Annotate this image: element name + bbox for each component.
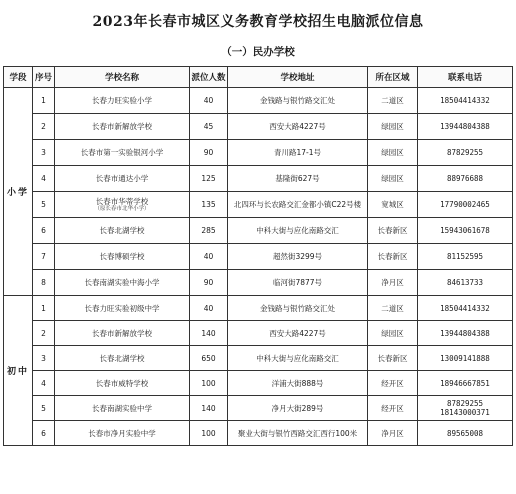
- school-name-note: （原长春市北华小学）: [94, 205, 150, 212]
- district-cell: 净月区: [368, 270, 418, 296]
- table-body: [4, 88, 513, 446]
- phone-number: 87829255: [446, 399, 484, 408]
- school-name-cell: 长春南湖实验中学: [55, 396, 190, 421]
- number-cell: 1: [33, 88, 55, 114]
- table-row: [4, 192, 513, 218]
- phone-cell: 18504414332: [418, 296, 513, 321]
- address-cell: 超然街3299号: [228, 244, 368, 270]
- number-cell: 6: [33, 421, 55, 446]
- phone-cell: 84613733: [418, 270, 513, 296]
- header-school-address: 学校地址: [228, 67, 368, 88]
- phone-cell: 87829255: [418, 140, 513, 166]
- number-cell: 4: [33, 166, 55, 192]
- district-cell: 绿园区: [368, 321, 418, 346]
- table-row: [4, 346, 513, 371]
- district-cell: 二道区: [368, 296, 418, 321]
- phone-cell: 15943061678: [418, 218, 513, 244]
- school-name-cell: 长春市新解放学校: [55, 321, 190, 346]
- phone-cell: 13944804388: [418, 321, 513, 346]
- allocation-count-cell: 140: [190, 396, 228, 421]
- phone-cell: [418, 396, 513, 421]
- header-allocation-count: 派位人数: [190, 67, 228, 88]
- school-name-cell: 长春博硕学校: [55, 244, 190, 270]
- phone-cell: 18946667851: [418, 371, 513, 396]
- school-name-cell: 长春北湖学校: [55, 346, 190, 371]
- allocation-count-cell: 285: [190, 218, 228, 244]
- district-cell: 绿园区: [368, 114, 418, 140]
- phone-cell: 89565008: [418, 421, 513, 446]
- allocation-count-cell: 40: [190, 296, 228, 321]
- allocation-count-cell: 100: [190, 421, 228, 446]
- table-row: [4, 244, 513, 270]
- phone-cell: 18504414332: [418, 88, 513, 114]
- address-cell: 青川路17-1号: [228, 140, 368, 166]
- school-name-cell: 长春力旺实验小学: [55, 88, 190, 114]
- address-cell: 金钱路与银竹路交汇处: [228, 88, 368, 114]
- district-cell: 绿园区: [368, 140, 418, 166]
- allocation-count-cell: 650: [190, 346, 228, 371]
- school-name: 长春市华蒂学校: [95, 196, 149, 206]
- table-row: [4, 218, 513, 244]
- school-name-cell: [55, 192, 190, 218]
- allocation-count-cell: 40: [190, 244, 228, 270]
- number-cell: 5: [33, 192, 55, 218]
- phone-cell: 17790002465: [418, 192, 513, 218]
- header-district: 所在区域: [368, 67, 418, 88]
- phone-cell: 13009141888: [418, 346, 513, 371]
- address-cell: 金钱路与银竹路交汇处: [228, 296, 368, 321]
- allocation-count-cell: 90: [190, 140, 228, 166]
- allocation-count-cell: 45: [190, 114, 228, 140]
- table-row: [4, 396, 513, 421]
- school-name-cell: 长春市净月实验中学: [55, 421, 190, 446]
- number-cell: 7: [33, 244, 55, 270]
- phone-cell: 81152595: [418, 244, 513, 270]
- district-cell: 经开区: [368, 396, 418, 421]
- table-row: [4, 321, 513, 346]
- number-cell: 4: [33, 371, 55, 396]
- number-cell: 5: [33, 396, 55, 421]
- stage-cell: 初中: [4, 296, 33, 446]
- district-cell: 长春新区: [368, 244, 418, 270]
- school-name-cell: 长春市威特学校: [55, 371, 190, 396]
- district-cell: 净月区: [368, 421, 418, 446]
- number-cell: 2: [33, 114, 55, 140]
- address-cell: 净月大街289号: [228, 396, 368, 421]
- section-subtitle: （一）民办学校: [221, 46, 295, 58]
- number-cell: 8: [33, 270, 55, 296]
- header-phone: 联系电话: [418, 67, 513, 88]
- number-cell: 6: [33, 218, 55, 244]
- address-cell: 西安大路4227号: [228, 114, 368, 140]
- address-cell: 中科大街与应化南路交汇: [228, 346, 368, 371]
- number-cell: 3: [33, 346, 55, 371]
- header-school-name: 学校名称: [55, 67, 190, 88]
- table-row: [4, 114, 513, 140]
- district-cell: 长春新区: [368, 346, 418, 371]
- address-cell: 北四环与长农路交汇金都小镇C22号楼: [228, 192, 368, 218]
- allocation-count-cell: 90: [190, 270, 228, 296]
- page-title: 2023年长春市城区义务教育学校招生电脑派位信息: [92, 14, 424, 30]
- district-cell: 二道区: [368, 88, 418, 114]
- allocation-count-cell: 40: [190, 88, 228, 114]
- school-name-cell: 长春南湖实验中海小学: [55, 270, 190, 296]
- phone-cell: 88976688: [418, 166, 513, 192]
- allocation-count-cell: 135: [190, 192, 228, 218]
- table-row: [4, 140, 513, 166]
- district-cell: 绿园区: [368, 166, 418, 192]
- address-cell: 洋浦大街888号: [228, 371, 368, 396]
- table-row: [4, 296, 513, 321]
- school-name-cell: 长春北湖学校: [55, 218, 190, 244]
- table-row: [4, 421, 513, 446]
- school-name-cell: 长春市第一实验银河小学: [55, 140, 190, 166]
- stage-cell: 小学: [4, 88, 33, 296]
- allocation-count-cell: 100: [190, 371, 228, 396]
- district-cell: 宽城区: [368, 192, 418, 218]
- number-cell: 3: [33, 140, 55, 166]
- address-cell: 临河街7877号: [228, 270, 368, 296]
- school-name-cell: 长春力旺实验初级中学: [55, 296, 190, 321]
- phone-number-secondary: 18143000371: [440, 408, 490, 417]
- number-cell: 2: [33, 321, 55, 346]
- header-stage: 学段: [4, 67, 33, 88]
- address-cell: 西安大路4227号: [228, 321, 368, 346]
- address-cell: 基隆街627号: [228, 166, 368, 192]
- header-number: 序号: [33, 67, 55, 88]
- allocation-count-cell: 125: [190, 166, 228, 192]
- school-name-cell: 长春市通达小学: [55, 166, 190, 192]
- allocation-count-cell: 140: [190, 321, 228, 346]
- table-row: [4, 88, 513, 114]
- table-row: [4, 166, 513, 192]
- number-cell: 1: [33, 296, 55, 321]
- address-cell: 中科大街与应化南路交汇: [228, 218, 368, 244]
- school-allocation-table: [3, 66, 513, 446]
- school-name-cell: 长春市新解放学校: [55, 114, 190, 140]
- district-cell: 经开区: [368, 371, 418, 396]
- district-cell: 长春新区: [368, 218, 418, 244]
- table-row: [4, 270, 513, 296]
- table-row: [4, 371, 513, 396]
- table-header-row: [4, 67, 513, 88]
- phone-cell: 13944804388: [418, 114, 513, 140]
- address-cell: 聚业大街与银竹西路交汇西行100米: [228, 421, 368, 446]
